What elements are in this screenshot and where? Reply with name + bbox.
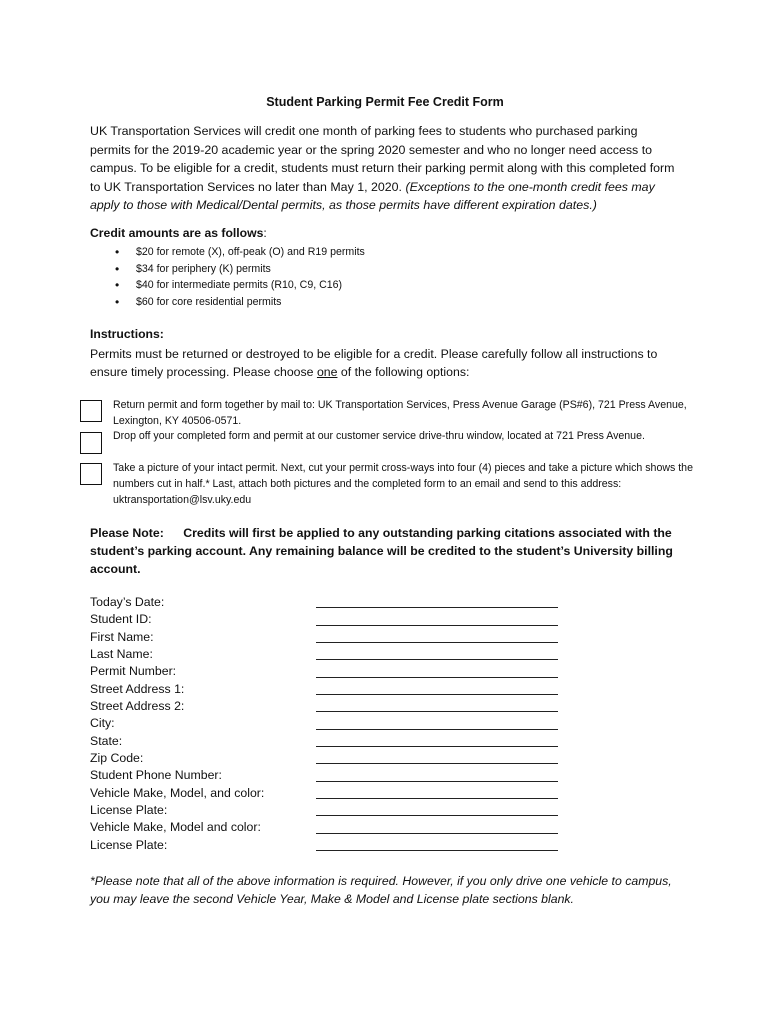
credit-item: • $20 for remote (X), off-peak (O) and R19 permits: [112, 244, 365, 261]
option-dropoff-text: Drop off your completed form and permit at our customer service drive-thru window, located at 721 Press Avenue.: [113, 430, 645, 442]
field-label-zip-code: Zip Code:: [90, 751, 144, 766]
please-note-label: Please Note:: [90, 526, 164, 540]
field-label-city: City:: [90, 716, 115, 731]
field-label-state: State:: [90, 733, 123, 748]
credit-heading-colon: :: [263, 226, 267, 240]
instructions-text-after: of the following options:: [340, 365, 470, 379]
field-label-license-plate-2: License Plate:: [90, 837, 168, 852]
field-label-street-address-1: Street Address 1:: [90, 681, 185, 696]
field-label-last-name: Last Name:: [90, 647, 153, 662]
option-email-checkbox[interactable]: [80, 463, 102, 485]
instructions-text: [90, 345, 680, 381]
field-label-phone-number: Student Phone Number:: [90, 768, 222, 783]
field-label-street-address-2: Street Address 2:: [90, 699, 185, 714]
intro-text: UK Transportation Services will credit one month of parking fees to students who purchased parking permits for the 2019-20 academic year or the spring 2020 semester and who no longer need access to campus. To be eligible for a credit, students must return their parking permit along with this completed form to UK Transportation Services no later than May 1, 2020.: [90, 124, 675, 194]
field-label-vehicle-1: Vehicle Make, Model, and color:: [90, 785, 265, 800]
intro-paragraph: [90, 122, 680, 215]
credit-amounts-list: [112, 244, 365, 310]
please-note-text: Credits will first be applied to any outstanding parking citations associated with the student’s parking account. Any remaining balance will be credited to the student’s University billing account.: [90, 526, 673, 576]
field-label-license-plate-1: License Plate:: [90, 803, 168, 818]
please-note: [90, 524, 680, 578]
credit-heading-text: Credit amounts are as follows: [90, 226, 264, 240]
option-mail-text: Return permit and form together by mail to: UK Transportation Services, Press Avenue Garage (PS#6), 721 Press Avenue, Lexington, KY 40506-0571.: [113, 399, 687, 427]
credit-item: • $34 for periphery (K) permits: [112, 261, 365, 278]
option-dropoff-checkbox[interactable]: [80, 432, 102, 454]
instructions-text-before: Permits must be returned or destroyed to be eligible for a credit. Please carefully follow all instructions to ensure timely processing. Please choose: [90, 347, 658, 379]
page-title: Student Parking Permit Fee Credit Form: [266, 95, 504, 109]
footer-note: *Please note that all of the above information is required. However, if you only drive one vehicle to campus, you may leave the second Vehicle Year, Make & Model and License plate sections blank.: [90, 874, 672, 906]
field-labels: [90, 594, 264, 854]
field-label-vehicle-2: Vehicle Make, Model and color:: [90, 820, 261, 835]
intro-exception-note: (Exceptions to the one-month credit fees may apply to those with Medical/Dental permits, as those permits have different expiration dates.): [90, 179, 655, 213]
instructions-emphasis: one: [316, 365, 338, 379]
field-label-first-name: First Name:: [90, 629, 154, 644]
instructions-heading: Instructions:: [90, 327, 164, 341]
field-label-student-id: Student ID:: [90, 612, 152, 627]
credit-item: • $40 for intermediate permits (R10, C9, C16): [112, 277, 365, 294]
field-label-todays-date: Today’s Date:: [90, 595, 165, 609]
credit-amounts-heading: [90, 226, 267, 240]
credit-item: • $60 for core residential permits: [112, 294, 365, 311]
option-email-text: Take a picture of your intact permit. Next, cut your permit cross-ways into four (4) pieces and take a picture which shows the numbers cut in half.* Last, attach both pictures and the completed form to an email and send to this address: uktransportation@lsv.uky.edu: [113, 462, 693, 506]
option-mail-checkbox[interactable]: [80, 400, 102, 422]
field-label-permit-number: Permit Number:: [90, 664, 177, 679]
